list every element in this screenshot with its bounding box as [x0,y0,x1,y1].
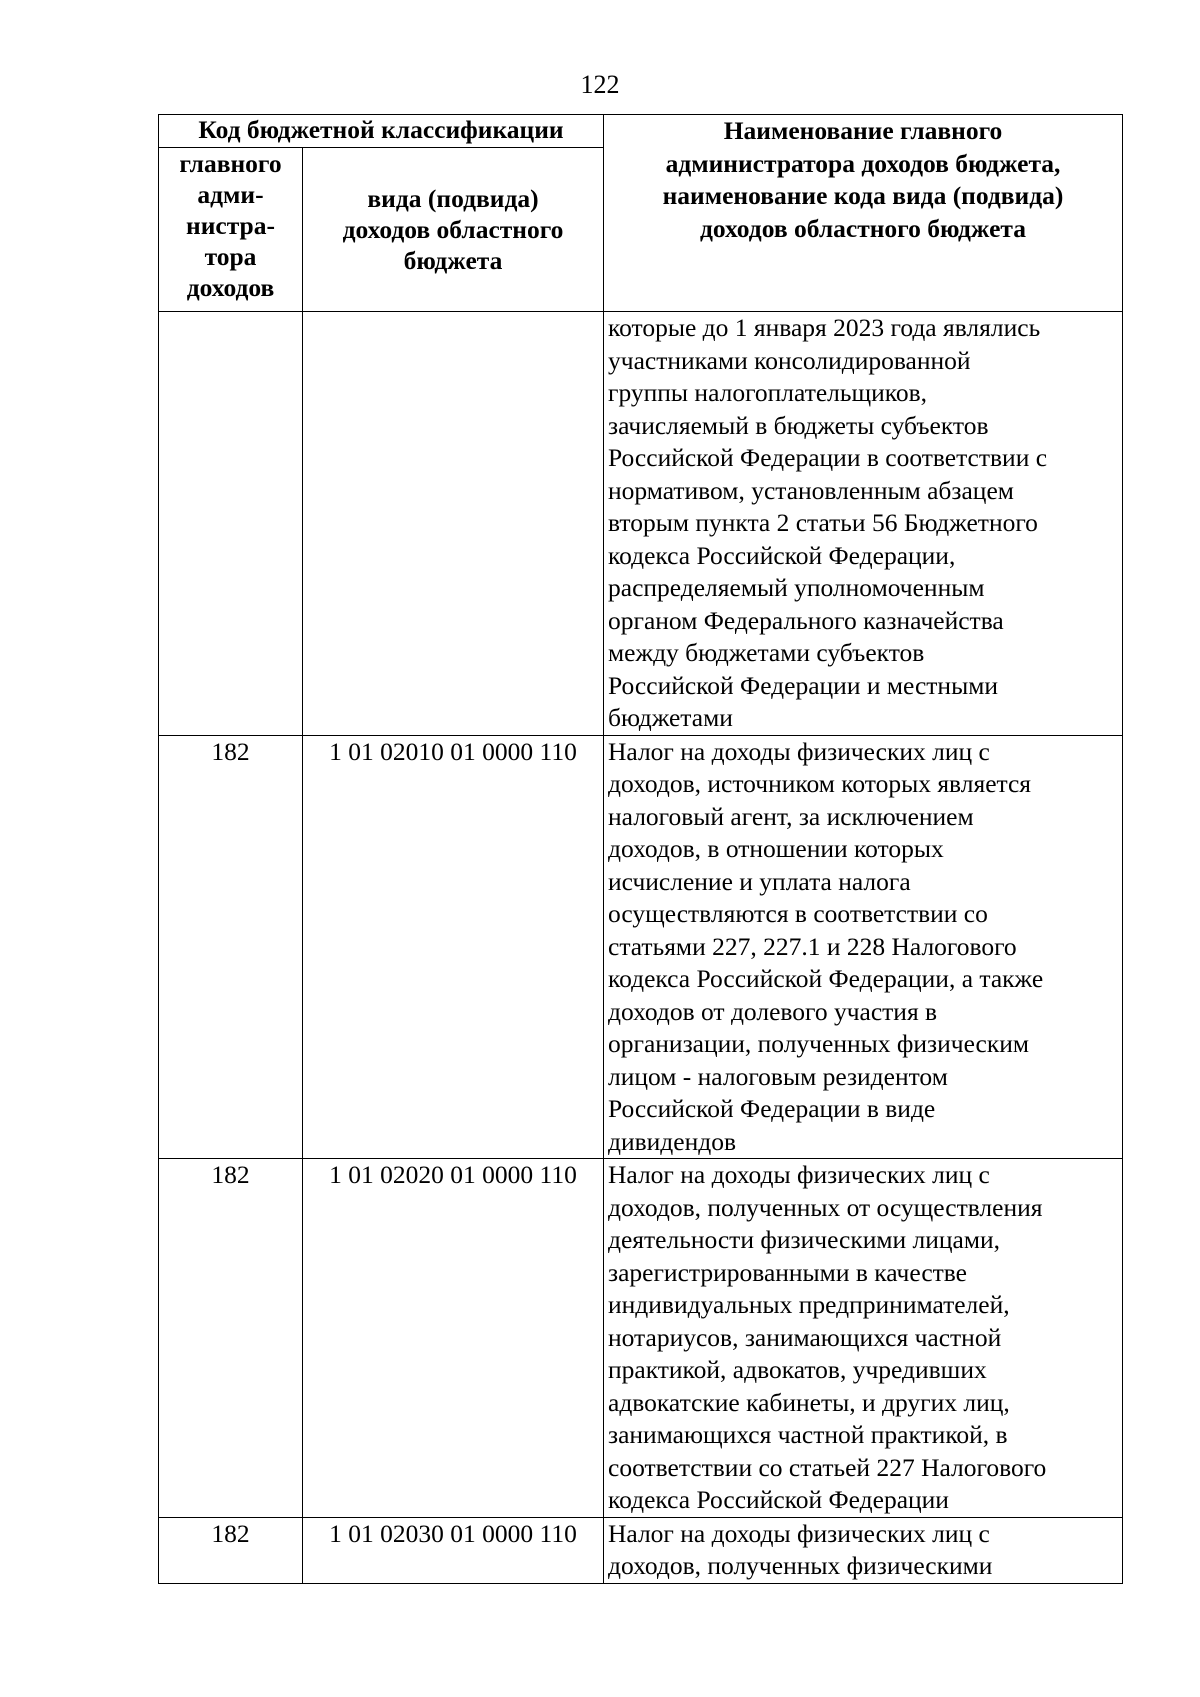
header-row-group [159,115,1123,148]
table-body [159,312,1123,1584]
income-name-cell: которые до 1 января 2023 года являлись участниками консолидированной группы налогоплательщиков, зачисляемый в бюджеты субъектов Российской Федерации в соответствии с нормативом, установленным абзацем вторым пункта 2 статьи 56 Бюджетного кодекса Российской Федерации, распределяемый уполномоченным органом Федерального казначейства между бюджетами субъектов Российской Федерации и местными бюджетами [604,312,1123,736]
header-code-column: вида (подвида) доходов областного бюджета [303,148,604,312]
admin-code-cell: 182 [159,1159,303,1518]
income-name-cell: Налог на доходы физических лиц с доходов, источником которых является налоговый агент, за исключением доходов, в отношении которых исчисление и уплата налога осуществляются в соответствии со статьями 227, 227.1 и 228 Налогового кодекса Российской Федерации, а также доходов от долевого участия в организации, полученных физическим лицом - налоговым резидентом Российской Федерации в виде дивидендов [604,735,1123,1159]
table-row [159,735,1123,1159]
income-code-cell: 1 01 02010 01 0000 110 [303,735,604,1159]
table-header [159,115,1123,312]
table-row [159,312,1123,736]
admin-code-cell: 182 [159,1517,303,1583]
header-budget-classification-code: Код бюджетной классификации [159,115,604,148]
income-code-cell: 1 01 02030 01 0000 110 [303,1517,604,1583]
admin-code-cell [159,312,303,736]
income-name-cell: Налог на доходы физических лиц с доходов, полученных от осуществления деятельности физическими лицами, зарегистрированными в качестве индивидуальных предпринимателей, нотариусов, занимающихся частной практикой, адвокатов, учредивших адвокатские кабинеты, и других лиц, занимающихся частной практикой, в соответствии со статьей 227 Налогового кодекса Российской Федерации [604,1159,1123,1518]
table-row [159,1159,1123,1518]
header-name-column: Наименование главного администратора доходов бюджета, наименование кода вида (подвида) доходов областного бюджета [604,115,1123,312]
income-code-cell [303,312,604,736]
income-name-cell: Налог на доходы физических лиц с доходов, полученных физическими [604,1517,1123,1583]
income-code-cell: 1 01 02020 01 0000 110 [303,1159,604,1518]
header-admin-column: главного адми- нистра- тора доходов [159,148,303,312]
table-row [159,1517,1123,1583]
page-number: 122 [580,70,620,99]
admin-code-cell: 182 [159,735,303,1159]
budget-classification-table [158,114,1123,1584]
